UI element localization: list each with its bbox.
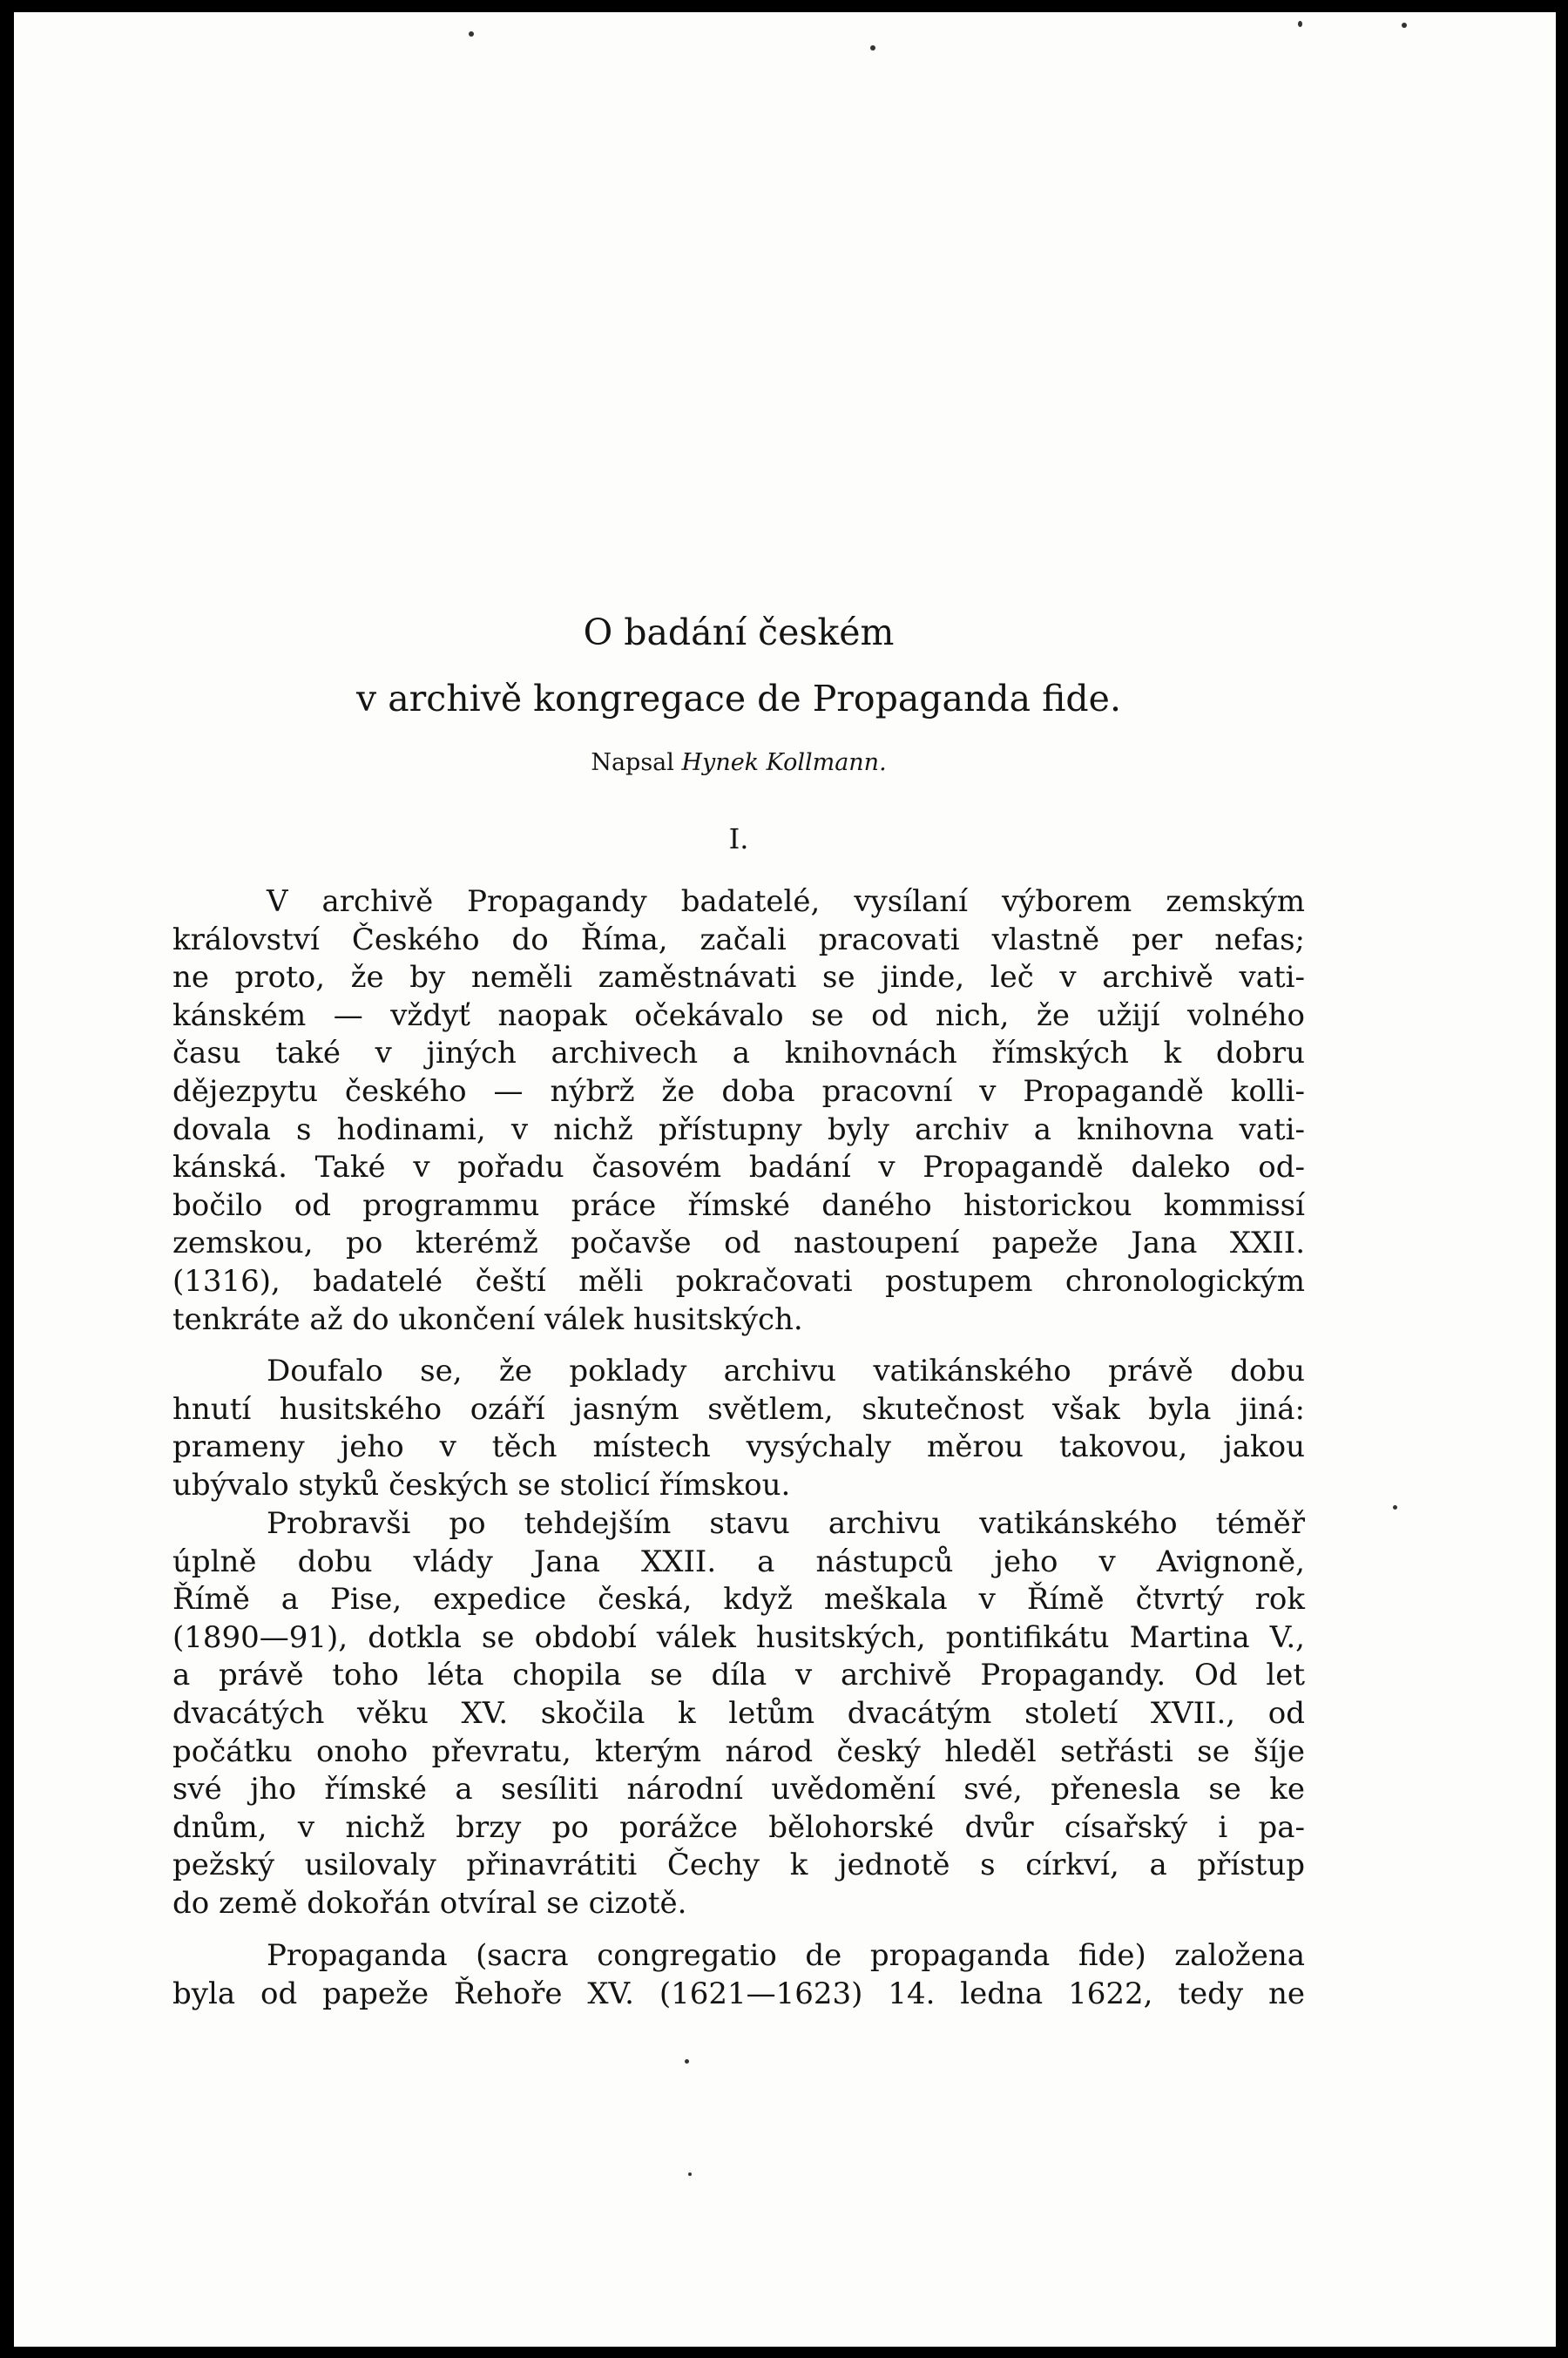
scan-speck bbox=[685, 2059, 689, 2064]
paragraph-line: tenkráte až do ukončení válek husitských. bbox=[172, 1301, 803, 1337]
paragraph-line: (1316), badatelé čeští měli pokračovati postupem chronologickým bbox=[172, 1263, 1305, 1299]
paragraph-line: Probravši po tehdejším stavu archivu vatikánského téměř bbox=[267, 1506, 1305, 1541]
paragraph-line: království Českého do Říma, začali pracovati vlastně per nefas; bbox=[172, 922, 1305, 957]
paragraph-line: ubývalo styků českých se stolicí římskou. bbox=[172, 1467, 791, 1503]
paragraph-line: Římě a Pise, expedice česká, když meškala v Římě čtvrtý rok bbox=[172, 1582, 1305, 1618]
paragraph-1 bbox=[172, 883, 1305, 1339]
scan-speck bbox=[1298, 21, 1302, 27]
scan-speck bbox=[469, 31, 474, 37]
title-line-1: O badání českém bbox=[583, 611, 895, 653]
paragraph-line: bočilo od programmu práce římské daného historickou kommissí bbox=[172, 1187, 1305, 1223]
paragraph-line: času také v jiných archivech a knihovnách římských k dobru bbox=[172, 1036, 1305, 1071]
paragraph-line: a právě toho léta chopila se díla v archivě Propagandy. Od let bbox=[172, 1658, 1305, 1693]
byline bbox=[172, 749, 1305, 776]
paragraph-line: Doufalo se, že poklady archivu vatikánského právě dobu bbox=[267, 1354, 1305, 1388]
byline-prefix: Napsal bbox=[591, 749, 674, 776]
byline-author: Hynek Kollmann. bbox=[681, 749, 887, 776]
paragraph-line: pežský usilovaly přinavrátiti Čechy k jednotě s církví, a přístup bbox=[172, 1848, 1305, 1883]
paragraph-line: dvacátých věku XV. skočila k letům dvacátým století XVII., od bbox=[172, 1695, 1305, 1731]
paragraph-line: byla od papeže Řehoře XV. (1621—1623) 14. ledna 1622, tedy ne bbox=[172, 1976, 1305, 2011]
paragraph-line: dnům, v nichž brzy po porážce bělohorské dvůr císařský i pa- bbox=[172, 1809, 1305, 1845]
paragraph-line: prameny jeho v těch místech vysýchaly měrou takovou, jakou bbox=[172, 1429, 1305, 1465]
scan-speck bbox=[688, 2172, 692, 2176]
page-sheet bbox=[14, 12, 1556, 2347]
paragraph-3 bbox=[172, 1505, 1305, 1923]
paragraph-line: kánském — vždyť naopak očekávalo se od nich, že užijí volného bbox=[172, 997, 1305, 1033]
paragraph-line: dovala s hodinami, v nichž přístupny byly archiv a knihovna vati- bbox=[172, 1111, 1305, 1147]
paragraph-line: hnutí husitského ozáří jasným světlem, skutečnost však byla jiná: bbox=[172, 1391, 1305, 1427]
paragraph-4 bbox=[172, 1937, 1305, 2013]
paragraph-line: V archivě Propagandy badatelé, vysílaní výborem zemským bbox=[267, 884, 1305, 919]
section-number: I. bbox=[728, 822, 749, 855]
paragraph-line: své jho římské a sesíliti národní uvědomění své, přenesla se ke bbox=[172, 1772, 1305, 1807]
scan-speck bbox=[1393, 1505, 1397, 1510]
title-line-2: v archivě kongregace de Propaganda fide. bbox=[356, 678, 1121, 720]
paragraph-line: úplně dobu vlády Jana XXII. a nástupců jeho v Avignoně, bbox=[172, 1544, 1305, 1579]
paragraph-line: do země dokořán otvíral se cizotě. bbox=[172, 1885, 687, 1921]
paragraph-line: ne proto, že by neměli zaměstnávati se jinde, leč v archivě vati- bbox=[172, 960, 1305, 996]
paragraph-line: kánská. Také v pořadu časovém badání v Propagandě daleko od- bbox=[172, 1150, 1305, 1186]
paragraph-line: Propaganda (sacra congregatio de propaganda fide) založena bbox=[267, 1938, 1305, 1973]
scan-speck bbox=[870, 45, 875, 51]
paragraph-line: dějezpytu českého — nýbrž že doba pracovní v Propagandě kolli- bbox=[172, 1073, 1305, 1109]
paragraph-2 bbox=[172, 1353, 1305, 1504]
scan-speck bbox=[1402, 23, 1407, 28]
paragraph-line: počátku onoho převratu, kterým národ český hleděl setřásti se šíje bbox=[172, 1733, 1305, 1769]
paragraph-line: (1890—91), dotkla se období válek husitských, pontifikátu Martina V., bbox=[172, 1619, 1305, 1655]
paragraph-line: zemskou, po kterémž počavše od nastoupení papeže Jana XXII. bbox=[172, 1226, 1305, 1261]
